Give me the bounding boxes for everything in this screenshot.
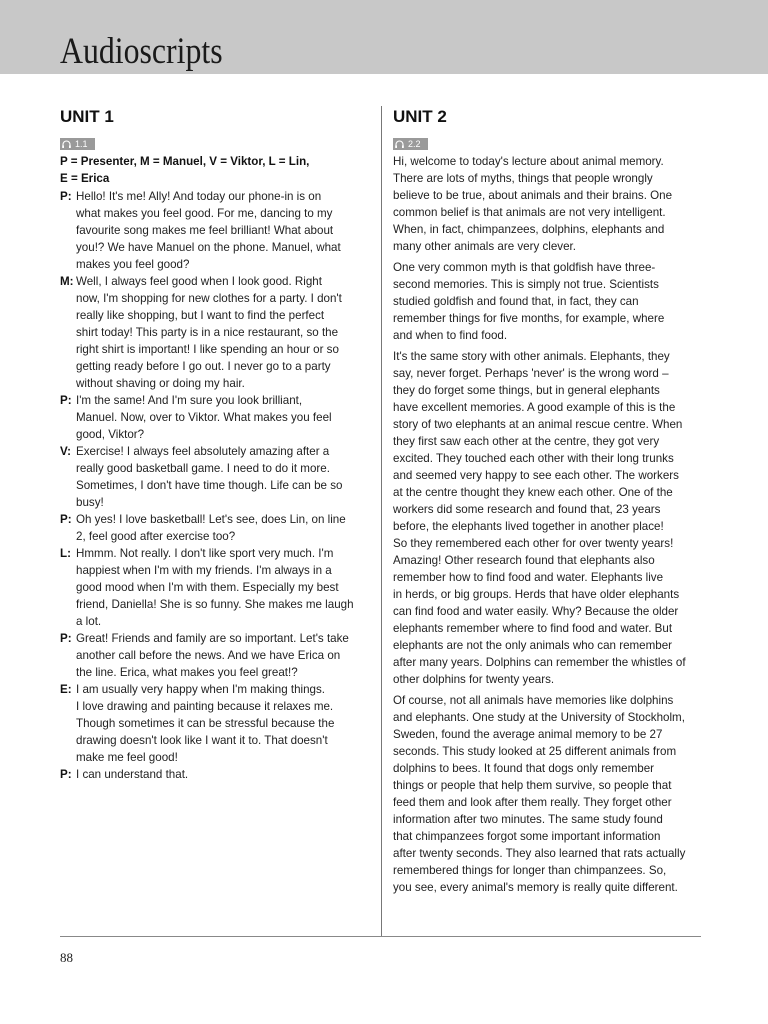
- footer-rule: [60, 936, 701, 937]
- text-line: they first saw each other at the centre, they got very: [393, 435, 660, 448]
- text-line: Sweden, found the average animal memory to be 27: [393, 728, 663, 741]
- dialogue-turn: [60, 681, 368, 766]
- text-line: make me feel good!: [76, 751, 178, 764]
- text-line: remember how to find food and water. Elephants live: [393, 571, 664, 584]
- text-line: happiest when I'm with my friends. I'm always in a: [76, 564, 332, 577]
- text-line: at the centre thought they knew each other. One of the: [393, 486, 673, 499]
- text-line: before, the elephants lived together in another place!: [393, 520, 664, 533]
- unit-2-column: [393, 104, 701, 900]
- text-line: workers did some research and found that, 23 years: [393, 503, 661, 516]
- track-number: 2.2: [408, 139, 421, 149]
- text-line: It's the same story with other animals. Elephants, they: [393, 350, 670, 363]
- text-line: dolphins to bees. It found that dogs only remember: [393, 762, 655, 775]
- text-line: common belief is that animals are not very intelligent.: [393, 206, 666, 219]
- turn-text: [76, 273, 368, 392]
- dialogue-turn: [60, 766, 368, 783]
- text-line: elephants remember where to find food and water. But: [393, 622, 673, 635]
- track-badge: [393, 138, 428, 150]
- text-line: Hmmm. Not really. I don't like sport very much. I'm: [76, 547, 334, 560]
- speaker-key-line: P = Presenter, M = Manuel, V = Viktor, L = Lin,: [60, 155, 310, 168]
- text-line: elephants are not the only animals who can remember: [393, 639, 673, 652]
- text-line: Oh yes! I love basketball! Let's see, does Lin, on line: [76, 513, 346, 526]
- text-line: many other animals are very clever.: [393, 240, 576, 253]
- text-line: you see, every animal's memory is really quite different.: [393, 881, 678, 894]
- speaker-label: L:: [60, 547, 71, 560]
- column-divider: [381, 106, 382, 936]
- text-line: Sometimes, I don't have time though. Life can be so: [76, 479, 343, 492]
- turn-text: [76, 681, 368, 766]
- text-line: things or people that help them survive, so people that: [393, 779, 672, 792]
- text-line: One very common myth is that goldfish have three-: [393, 261, 656, 274]
- speaker-label: P:: [60, 768, 72, 781]
- text-line: good, Viktor?: [76, 428, 145, 441]
- track-badge: [60, 138, 95, 150]
- speaker-label: M:: [60, 275, 74, 288]
- text-line: favourite song makes me feel brilliant! What about: [76, 224, 334, 237]
- text-line: they do forget some things, but in general elephants: [393, 384, 660, 397]
- speaker-key-line: E = Erica: [60, 172, 110, 185]
- unit-2-title: UNIT 2: [393, 107, 447, 126]
- text-line: I am usually very happy when I'm making things.: [76, 683, 326, 696]
- text-line: can find food and water easily. Why? Because the older: [393, 605, 679, 618]
- dialogue-turn: [60, 188, 368, 273]
- headphones-icon: [393, 138, 406, 150]
- dialogue-turn: [60, 511, 368, 545]
- text-line: good mood when I'm with them. Especially my best: [76, 581, 339, 594]
- speaker-label: E:: [60, 683, 72, 696]
- dialogue-turn: [60, 545, 368, 630]
- text-line: story of two elephants at an animal rescue centre. When: [393, 418, 683, 431]
- text-line: I can understand that.: [76, 768, 189, 781]
- turn-text: [76, 545, 368, 630]
- text-line: busy!: [76, 496, 104, 509]
- text-line: in herds, or big groups. Herds that have older elephants: [393, 588, 680, 601]
- headphones-icon: [60, 138, 73, 150]
- text-line: a lot.: [76, 615, 102, 628]
- text-line: remembered things for longer than chimpanzees. So,: [393, 864, 667, 877]
- text-line: Hi, welcome to today's lecture about animal memory.: [393, 155, 664, 168]
- text-line: Manuel. Now, over to Viktor. What makes you feel: [76, 411, 332, 424]
- turn-text: [76, 511, 368, 545]
- turn-text: [76, 188, 368, 273]
- text-line: Exercise! I always feel absolutely amazing after a: [76, 445, 330, 458]
- text-line: When, in fact, chimpanzees, dolphins, elephants and: [393, 223, 665, 236]
- text-line: really good basketball game. I need to do it more.: [76, 462, 330, 475]
- page-title: Audioscripts: [60, 31, 223, 72]
- text-line: There are lots of myths, things that people wrongly: [393, 172, 653, 185]
- paragraph: [393, 348, 701, 688]
- dialogue: [60, 188, 368, 783]
- speaker-label: P:: [60, 632, 72, 645]
- text-line: after twenty seconds. They also learned that rats actually: [393, 847, 686, 860]
- turn-text: [76, 630, 368, 681]
- text-line: now, I'm shopping for new clothes for a party. I don't: [76, 292, 342, 305]
- dialogue-turn: [60, 392, 368, 443]
- text-line: another call before the news. And we have Erica on: [76, 649, 341, 662]
- page-number: 88: [60, 950, 73, 965]
- speaker-label: V:: [60, 445, 71, 458]
- text-line: after many years. Dolphins can remember the whistles of: [393, 656, 686, 669]
- text-line: excited. They touched each other with their long trunks: [393, 452, 674, 465]
- text-line: believe to be true, about animals and their brains. One: [393, 189, 673, 202]
- text-line: what makes you feel good. For me, dancing to my: [76, 207, 333, 220]
- text-line: makes you feel good?: [76, 258, 190, 271]
- text-line: that chimpanzees forgot some important information: [393, 830, 661, 843]
- text-line: getting ready before I go out. I never go to a party: [76, 360, 331, 373]
- text-line: really like shopping, but I want to find the perfect: [76, 309, 325, 322]
- text-line: feed them and look after them really. They forget other: [393, 796, 672, 809]
- text-line: Though sometimes it can be stressful because the: [76, 717, 335, 730]
- speaker-label: P:: [60, 513, 72, 526]
- track-number: 1.1: [75, 139, 88, 149]
- text-line: Hello! It's me! Ally! And today our phone-in is on: [76, 190, 322, 203]
- text-line: Amazing! Other research found that elephants also: [393, 554, 655, 567]
- paragraph: [393, 692, 701, 896]
- text-line: I'm the same! And I'm sure you look brilliant,: [76, 394, 303, 407]
- lecture-text: [393, 153, 701, 896]
- paragraph: [393, 259, 701, 344]
- text-line: and when to find food.: [393, 329, 508, 342]
- text-line: So they remembered each other for over twenty years!: [393, 537, 674, 550]
- text-line: I love drawing and painting because it relaxes me.: [76, 700, 334, 713]
- text-line: the line. Erica, what makes you feel great!?: [76, 666, 298, 679]
- turn-text: [76, 392, 368, 443]
- text-line: seconds. This study looked at 25 different animals from: [393, 745, 677, 758]
- unit-1-title: UNIT 1: [60, 107, 114, 126]
- text-line: Great! Friends and family are so important. Let's take: [76, 632, 349, 645]
- text-line: drawing doesn't look like I want it to. That doesn't: [76, 734, 328, 747]
- turn-text: [76, 766, 368, 783]
- speaker-label: P:: [60, 394, 72, 407]
- text-line: 2, feel good after exercise too?: [76, 530, 236, 543]
- paragraph: [393, 153, 701, 255]
- text-line: other dolphins for twenty years.: [393, 673, 555, 686]
- unit-1-column: [60, 104, 368, 783]
- text-line: remember things for five months, for example, where: [393, 312, 665, 325]
- text-line: and seemed very happy to see each other. The workers: [393, 469, 679, 482]
- text-line: you!? We have Manuel on the phone. Manuel, what: [76, 241, 341, 254]
- text-line: without shaving or doing my hair.: [76, 377, 245, 390]
- text-line: say, never forget. Perhaps 'never' is the wrong word –: [393, 367, 669, 380]
- speaker-label: P:: [60, 190, 72, 203]
- dialogue-turn: [60, 443, 368, 511]
- dialogue-turn: [60, 273, 368, 392]
- turn-text: [76, 443, 368, 511]
- text-line: Of course, not all animals have memories like dolphins: [393, 694, 674, 707]
- text-line: have excellent memories. A good example of this is the: [393, 401, 676, 414]
- text-line: shirt today! This party is in a nice restaurant, so the: [76, 326, 339, 339]
- text-line: second memories. This is simply not true. Scientists: [393, 278, 659, 291]
- text-line: and elephants. One study at the University of Stockholm,: [393, 711, 685, 724]
- text-line: right shirt is important! I like spending an hour or so: [76, 343, 339, 356]
- text-line: studied goldfish and found that, in fact, they can: [393, 295, 639, 308]
- text-line: Well, I always feel good when I look good. Right: [76, 275, 322, 288]
- speaker-key: [60, 153, 368, 187]
- text-line: friend, Daniella! She is so funny. She makes me laugh: [76, 598, 354, 611]
- dialogue-turn: [60, 630, 368, 681]
- text-line: information after two minutes. The same study found: [393, 813, 663, 826]
